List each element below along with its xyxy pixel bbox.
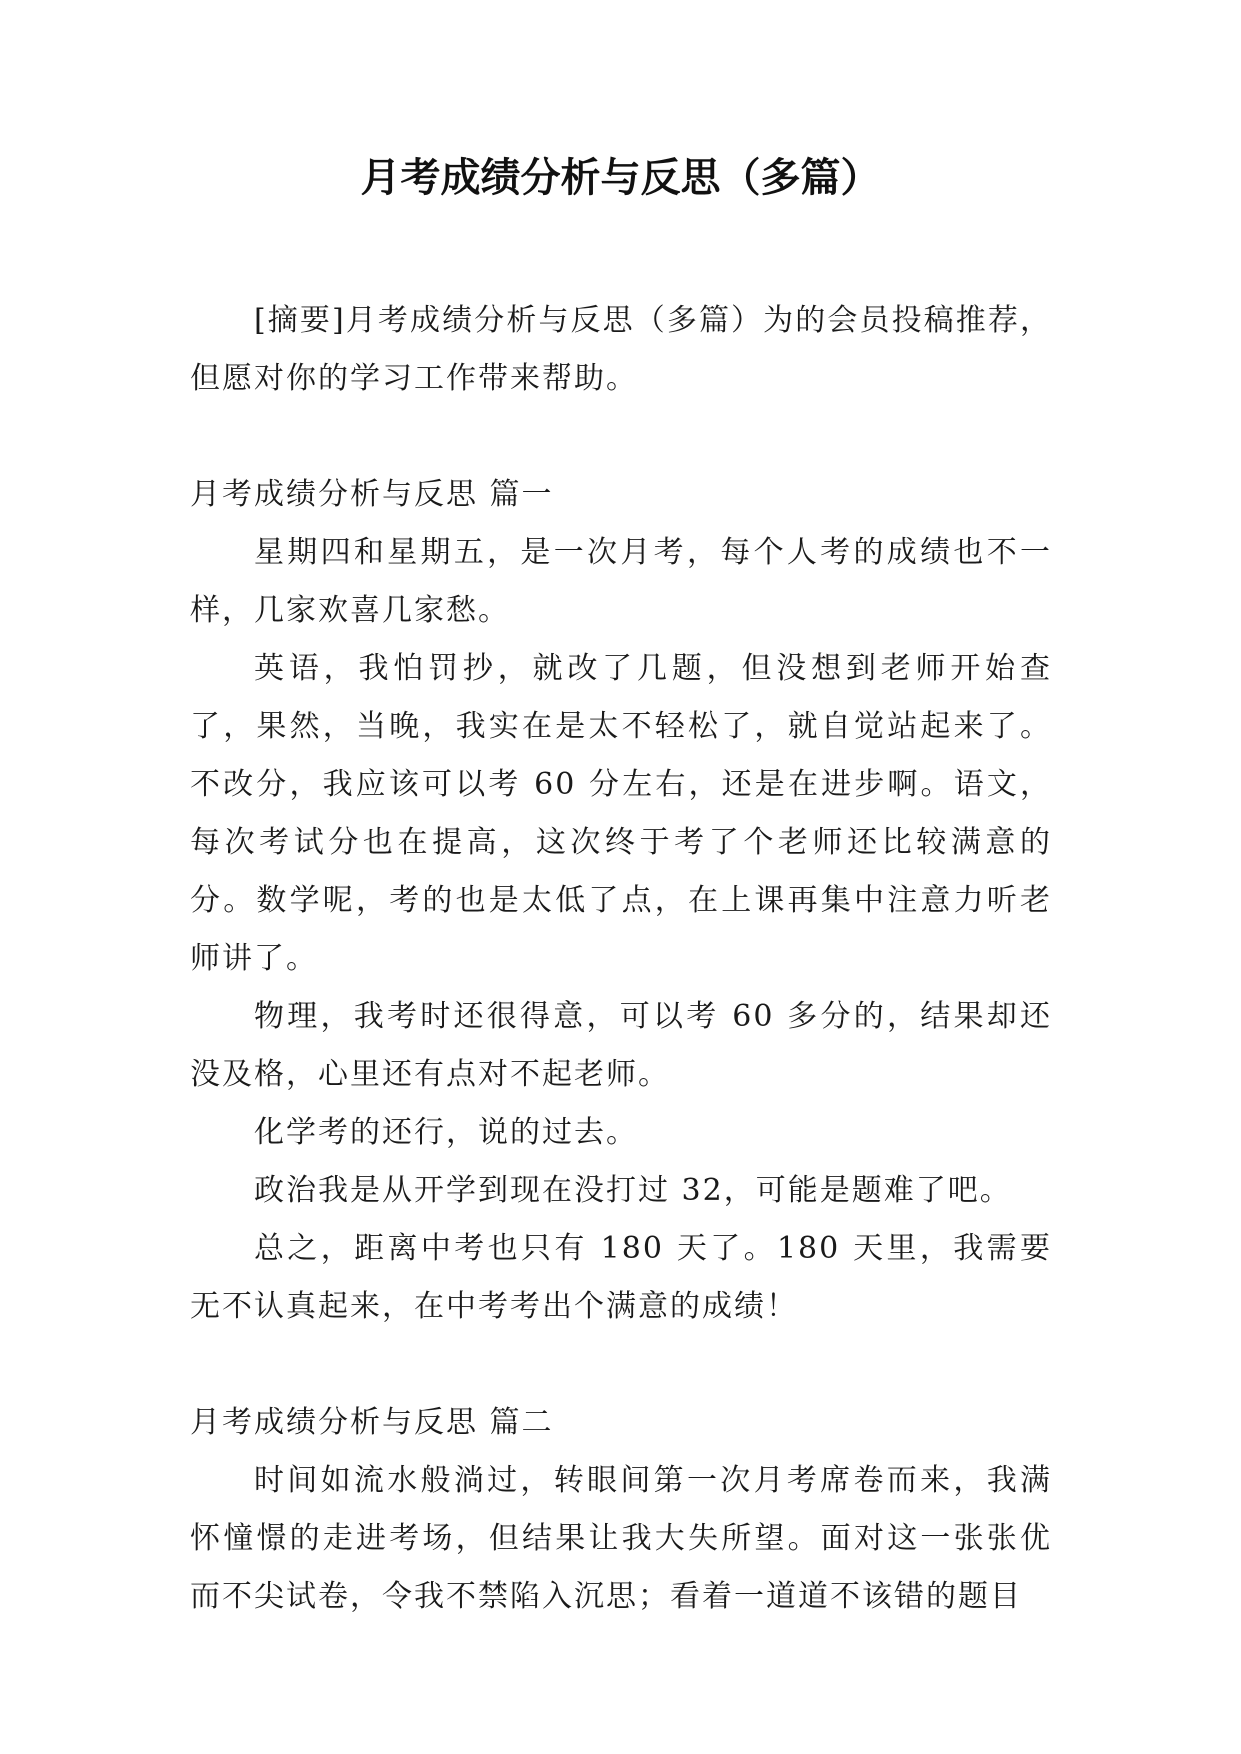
spacer bbox=[190, 408, 1052, 466]
section-1 bbox=[190, 466, 1052, 1336]
abstract-paragraph: [摘要]月考成绩分析与反思（多篇）为的会员投稿推荐，但愿对你的学习工作带来帮助。 bbox=[190, 303, 1052, 396]
document-body bbox=[190, 292, 1052, 1626]
section-heading: 月考成绩分析与反思 篇一 bbox=[190, 477, 554, 512]
paragraph: 化学考的还行，说的过去。 bbox=[254, 1115, 638, 1150]
document-title: 月考成绩分析与反思（多篇） bbox=[360, 155, 881, 201]
section-2 bbox=[190, 1394, 1052, 1626]
spacer bbox=[190, 1336, 1052, 1394]
paragraph: 时间如流水般淌过，转眼间第一次月考席卷而来，我满怀憧憬的走进考场，但结果让我大失所望。面对这一张张优而不尖试卷，令我不禁陷入沉思；看着一道道不该错的题目 bbox=[190, 1463, 1052, 1614]
section-heading: 月考成绩分析与反思 篇二 bbox=[190, 1405, 554, 1440]
paragraph: 总之，距离中考也只有 180 天了。180 天里，我需要无不认真起来，在中考考出个满意的成绩！ bbox=[190, 1231, 1052, 1324]
paragraph: 政治我是从开学到现在没打过 32，可能是题难了吧。 bbox=[254, 1173, 1012, 1208]
paragraph: 物理，我考时还很得意，可以考 60 多分的，结果却还没及格，心里还有点对不起老师。 bbox=[190, 999, 1052, 1092]
paragraph: 星期四和星期五，是一次月考，每个人考的成绩也不一样，几家欢喜几家愁。 bbox=[190, 535, 1052, 628]
paragraph: 英语，我怕罚抄，就改了几题，但没想到老师开始查了，果然，当晚，我实在是太不轻松了，就自觉站起来了。不改分，我应该可以考 60 分左右，还是在进步啊。语文，每次考试分也在提高，这次终于考了个老师还比较满意的分。数学呢，考的也是太低了点，在上课再集中注意力听老师讲了。 bbox=[190, 651, 1052, 976]
